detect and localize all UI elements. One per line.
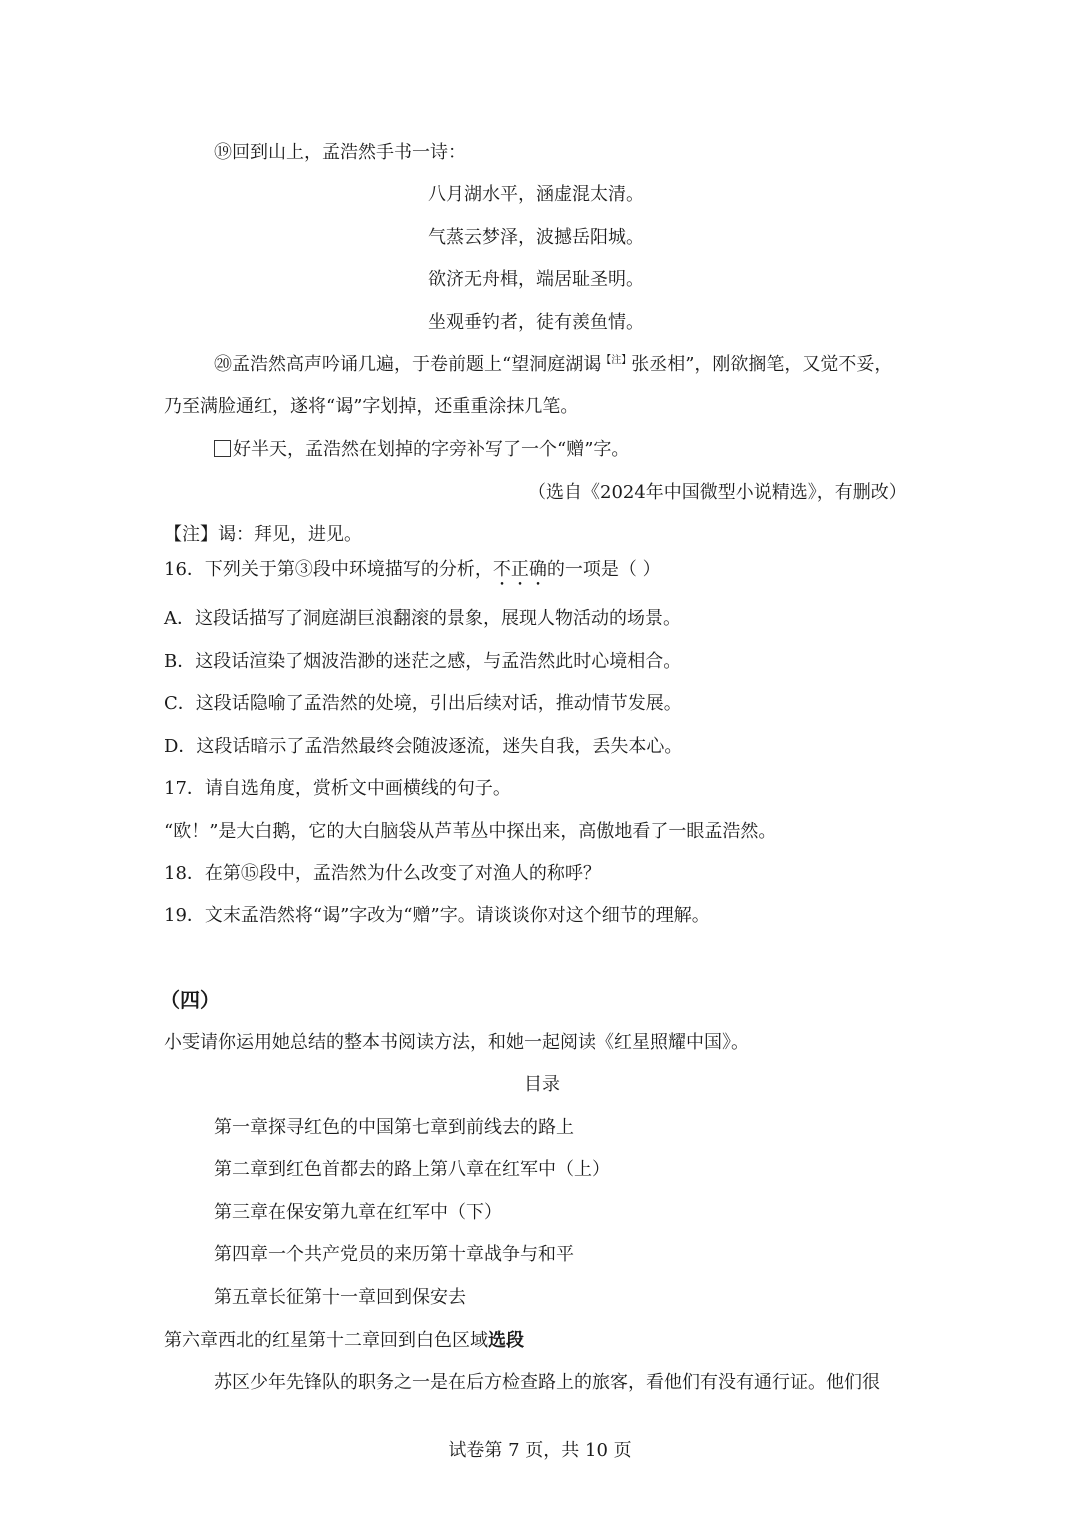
toc-entry: 第二章到红色首都去的路上第八章在红军中（上） xyxy=(214,1159,610,1180)
excerpt-paragraph: 苏区少年先锋队的职务之一是在后方检查路上的旅客，看他们有没有通行证。他们很 xyxy=(214,1372,880,1393)
story-paragraph-19: ⑲回到山上，孟浩然手书一诗： xyxy=(214,142,466,163)
option-a: A．这段话描写了洞庭湖巨浪翻滚的景象，展现人物活动的场景。 xyxy=(164,608,681,629)
option-b: B．这段话渲染了烟波浩渺的迷茫之感，与孟浩然此时心境相合。 xyxy=(164,651,682,672)
section-intro: 小雯请你运用她总结的整本书阅读方法，和她一起阅读《红星照耀中国》。 xyxy=(164,1032,749,1053)
question-16-text-a: 16．下列关于第③段中环境描写的分析， xyxy=(164,559,493,580)
question-16-text-b: 的一项是（ ） xyxy=(546,559,661,580)
toc-last-text: 第六章西北的红星第十二章回到白色区域 xyxy=(164,1330,488,1351)
story-paragraph-20-continued: 乃至满脸通红，遂将“谒”字划掉，还重重涂抹几笔。 xyxy=(164,396,579,417)
page-footer: 试卷第 7 页，共 10 页 xyxy=(448,1440,632,1461)
question-18: 18．在第⑮段中，孟浩然为什么改变了对渔人的称呼？ xyxy=(164,863,601,884)
annotation-note: 【注】谒：拜见，进见。 xyxy=(164,524,362,545)
toc-entry: 第三章在保安第九章在红军中（下） xyxy=(214,1202,502,1223)
question-17: 17．请自选角度，赏析文中画横线的句子。 xyxy=(164,778,511,799)
paragraph-21-text: 好半天，孟浩然在划掉的字旁补写了一个“赠”字。 xyxy=(233,439,630,460)
toc-entry: 第一章探寻红色的中国第七章到前线去的路上 xyxy=(214,1117,574,1138)
story-paragraph-20 xyxy=(214,352,892,378)
story-paragraph-21 xyxy=(214,437,629,463)
question-16-emphasis: 不正确 xyxy=(492,559,547,580)
question-19: 19．文末孟浩然将“谒”字改为“赠”字。请谈谈你对这个细节的理解。 xyxy=(164,905,710,926)
poem-line: 欲济无舟楫，端居耻圣明。 xyxy=(428,269,644,290)
poem-line: 坐观垂钓者，徒有羡鱼情。 xyxy=(428,312,644,333)
question-16 xyxy=(164,557,661,590)
source-citation: （选自《2024年中国微型小说精选》，有删改） xyxy=(528,482,907,503)
section-heading: （四） xyxy=(160,988,220,1012)
toc-title: 目录 xyxy=(524,1074,560,1095)
option-d: D．这段话暗示了孟浩然最终会随波逐流，迷失自我，丢失本心。 xyxy=(164,736,683,757)
poem-line: 八月湖水平，涵虚混太清。 xyxy=(428,184,644,205)
toc-entry: 第五章长征第十一章回到保安去 xyxy=(214,1287,466,1308)
question-17-sentence: “欧！”是大白鹅，它的大白脑袋从芦苇丛中探出来，高傲地看了一眼孟浩然。 xyxy=(164,821,777,842)
excerpt-label: 选段 xyxy=(488,1330,524,1351)
poem-line: 气蒸云梦泽，波撼岳阳城。 xyxy=(428,227,644,248)
toc-entry: 第四章一个共产党员的来历第十章战争与和平 xyxy=(214,1244,574,1265)
paragraph-20-text-b: 张丞相”，刚欲搁笔，又觉不妥， xyxy=(631,354,893,375)
toc-entry-last xyxy=(164,1328,524,1354)
note-marker: 【注】 xyxy=(601,355,632,366)
missing-char-box xyxy=(214,440,231,457)
option-c: C．这段话隐喻了孟浩然的处境，引出后续对话，推动情节发展。 xyxy=(164,693,682,714)
paragraph-20-text-a: ⑳孟浩然高声吟诵几遍，于卷前题上“望洞庭湖谒 xyxy=(214,354,602,375)
